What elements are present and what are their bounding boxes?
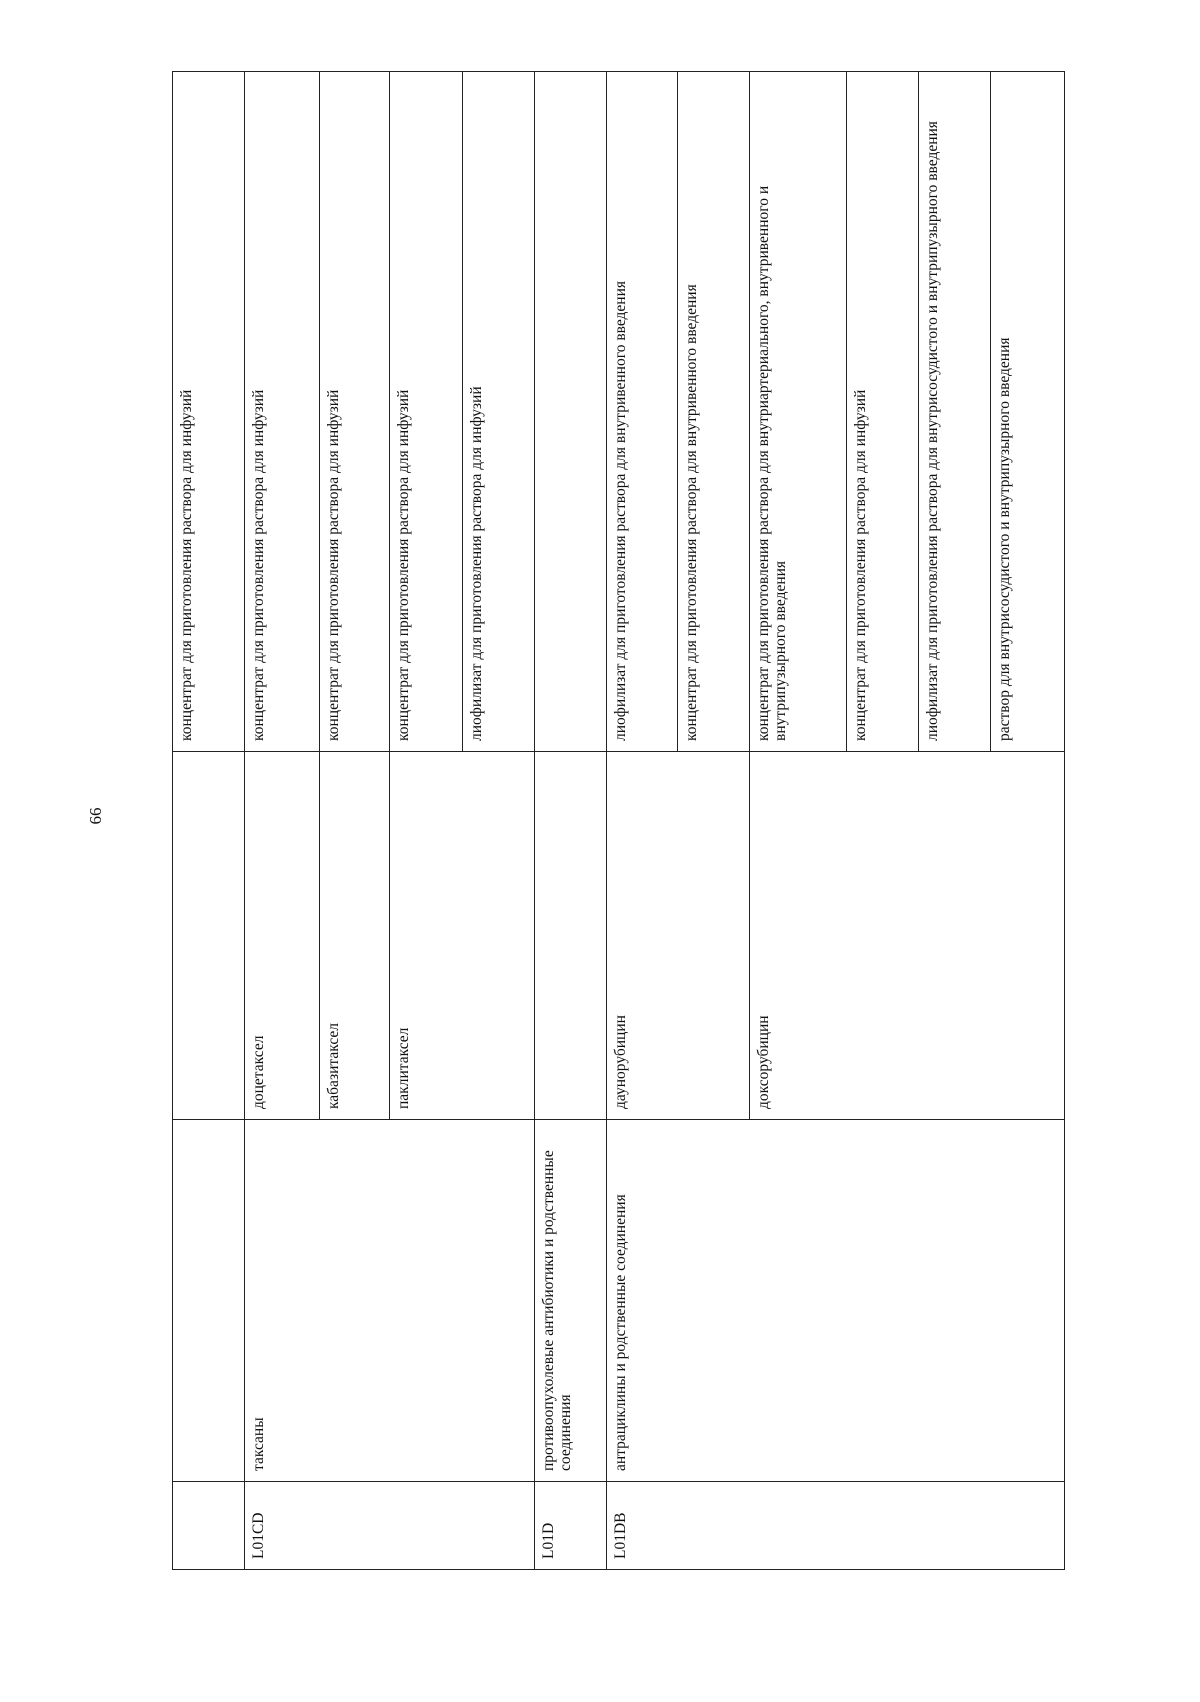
drug-cell: доцетаксел [245,752,320,1120]
form-cell: концентрат для приготовления раствора для инфузий [846,72,918,752]
group-cell [173,1120,245,1482]
form-cell: концентрат для приготовления раствора для инфузий [320,72,390,752]
atc-code-cell: L01D [535,1482,607,1570]
form-cell: лиофилизат для приготовления раствора для внутрисосудистого и внутрипузырного введения [919,72,991,752]
drug-cell: доксорубицин [750,752,1065,1120]
drug-cell: паклитаксел [390,752,535,1120]
drug-table [172,71,1065,1570]
group-cell: противоопухолевые антибиотики и родственные соединения [535,1120,607,1482]
form-cell [535,72,607,752]
group-cell: антрациклины и родственные соединения [607,1120,1065,1482]
form-cell: раствор для внутрисосудистого и внутрипузырного введения [991,72,1065,752]
drug-table-rotated [172,72,1065,1570]
form-cell: концентрат для приготовления раствора для инфузий [245,72,320,752]
atc-code-cell: L01CD [245,1482,535,1570]
form-cell: лиофилизат для приготовления раствора для внутривенного введения [607,72,677,752]
form-cell: концентрат для приготовления раствора для внутривенного введения [677,72,749,752]
form-cell: концентрат для приготовления раствора для внутриартериального, внутривенного и внутрипузырного введения [750,72,847,752]
table-row [535,72,607,1570]
form-cell: лиофилизат для приготовления раствора для инфузий [462,72,534,752]
drug-cell [173,752,245,1120]
atc-code-cell: L01DB [607,1482,1065,1570]
group-cell: таксаны [245,1120,535,1482]
form-cell: концентрат для приготовления раствора для инфузий [390,72,462,752]
atc-code-cell [173,1482,245,1570]
page-number: 66 [86,807,105,825]
table-row [173,72,245,1570]
drug-cell [535,752,607,1120]
drug-cell: даунорубицин [607,752,750,1120]
table-row [245,72,320,1570]
drug-cell: кабазитаксел [320,752,390,1120]
form-cell: концентрат для приготовления раствора для инфузий [173,72,245,752]
table-row [607,72,677,1570]
